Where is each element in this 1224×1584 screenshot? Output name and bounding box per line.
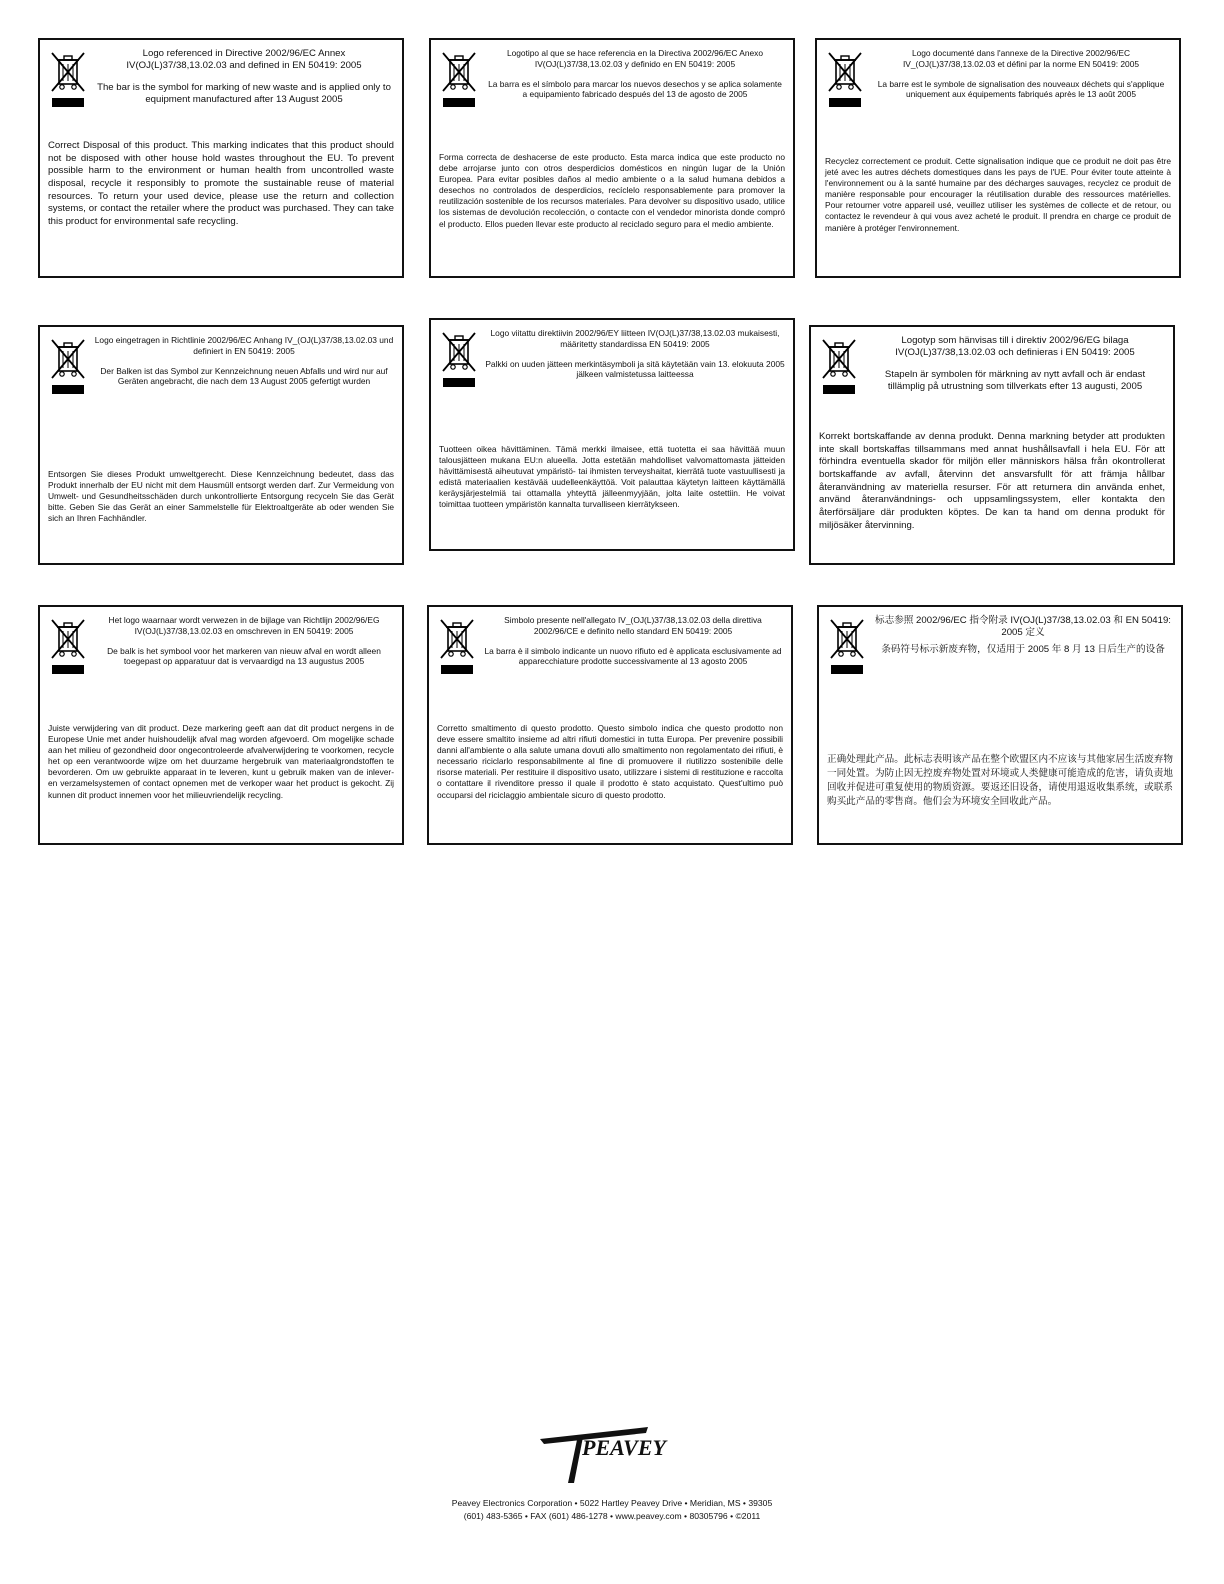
logo-reference: Logo documenté dans l'annexe de la Directive 2002/96/EC IV_(OJ(L)37/38,13.02.03 et défini par la norme EN 50419: 2005 [902, 48, 1140, 69]
disposal-text: Correct Disposal of this product. This marking indicates that this product should not be disposed with other house hold wastes throughout the EU. To prevent possible harm to the environment or human health from uncontrolled waste disposal, recycle it responsibly to promote the sustainable reuse of material resources. To return your used device, please use the return and collection systems, or contact the retailer where the product was purchased. They can take this product for environmental safe recycling. [48, 140, 394, 227]
weee-notice-french [815, 38, 1181, 278]
weee-notice-english [38, 38, 404, 278]
logo-reference: Logo eingetragen in Richtlinie 2002/96/EC Anhang IV_(OJ(L)37/38,13.02.03 und definiert in EN 50419: 2005 [94, 335, 394, 356]
logo-reference: Het logo waarnaar wordt verwezen in de bijlage van Richtlijn 2002/96/EG IV(OJ(L)37/38,13.02.03 en omschreven in EN 50419: 2005 [108, 615, 380, 636]
bar-description: De balk is het symbool voor het markeren van nieuw afval en wordt alleen toegepast op apparatuur dat is vervaardigd na 13 augustus 2005 [107, 645, 381, 667]
crossed-bin-icon [49, 335, 87, 381]
weee-notice-german [38, 325, 404, 565]
company-address: Peavey Electronics Corporation • 5022 Hartley Peavey Drive • Meridian, MS • 39305 [451, 1498, 773, 1508]
crossed-bin-icon [828, 615, 866, 661]
crossed-bin-icon [440, 48, 478, 94]
crossed-bin-icon [49, 48, 87, 94]
logo-wordmark: PEAVEY [582, 1435, 666, 1460]
disposal-text: Tuotteen oikea hävittäminen. Tämä merkki ilmaisee, että tuotetta ei saa hävittää muun talousjätteen mukana EU:n alueella. Jotta estetään mahdolliset valvomattomasta jätteiden hävittämisestä aiheutuvat ympäristö- tai ihmisten terveyshaitat, kierrätä tuote vastuullisesti ja edistä materiaalien kestävää uudelleenkäyttöä. Voit palauttaa käytetyn laitteen käyttämällä keräysjärjestelmiä tai ottamalla yhteyttä jälleenmyyjään, jolta laite ostettiin. He voivat toimittaa tuotteen ympäristön kannalta turvalliseen kierrätykseen. [439, 444, 785, 510]
bar-description: Stapeln är symbolen för märkning av nytt avfall och är endast tillämplig på utrustning som tillverkats efter 13 augusti, 2005 [884, 368, 1146, 392]
bar-description: Der Balken ist das Symbol zur Kennzeichnung neuen Abfalls und wird nur auf Geräten angebracht, die nach dem 13 August 2005 gefertigt wurden [100, 365, 388, 387]
logo-reference: Logo viitattu direktiivin 2002/96/EY liitteen IV(OJ(L)37/38,13.02.03 mukaisesti, määritetty standardissa EN 50419: 2005 [490, 328, 780, 349]
logo-reference: Logotipo al que se hace referencia en la Directiva 2002/96/EC Anexo IV(OJ(L)37/38,13.02.03 y definido en EN 50419: 2005 [506, 48, 764, 69]
bar-description: La barra es el símbolo para marcar los nuevos desechos y se aplica solamente a equipamiento fabricado después del 13 de agosto de 2005 [488, 78, 782, 100]
disposal-text: Forma correcta de deshacerse de este producto. Esta marca indica que este producto no debe arrojarse junto con otros desperdicios domésticos en ningún lugar de la Unión Europea. Para evitar posibles daños al medio ambiente o a la salud humana debidos a desechos no controlados de desperdicios, recíclelo responsablemente para promover la reutilización sostenible de los recursos materiales. Para devolver su dispositivo usado, utilice los sistemas de devolución recolección, o contacte con el vendedor minorista donde compró el producto. Ellos pueden llevar este producto al reciclado seguro para el medio ambiente. [439, 152, 785, 229]
black-bar-symbol [52, 665, 84, 674]
black-bar-symbol [831, 665, 863, 674]
bar-description: La barra è il simbolo indicante un nuovo rifiuto ed è applicata esclusivamente ad apparecchiature prodotte successivamente al 13 agosto 2005 [484, 645, 782, 667]
black-bar-symbol [443, 98, 475, 107]
disposal-text: Recyclez correctement ce produit. Cette signalisation indique que ce produit ne doit pas être jeté avec les autres déchets domestiques dans les pays de l'UE. Pour éviter toute atteinte à l'environnement ou à la santé humaine par des décharges sauvages, recyclez ce produit de manière responsable pour encourager la réutilisation durable des ressources matérielles. Pour retourner votre appareil usé, veuillez utiliser les systèmes de collecte et de retour, ou contactez le revendeur à qui vous avez acheté le produit. Il prendra en charge ce produit de manière à protéger l'environnement. [825, 156, 1171, 233]
disposal-text: 正确处理此产品。此标志表明该产品在整个欧盟区内不应该与其他家居生活废弃物一同处置。为防止因无控废弃物处置对环境或人类健康可能造成的危害，请负责地回收并促进可重复使用的物质资源。要返还旧设备，请使用退返收集系统，或联系购买此产品的零售商。他们会为环境安全回收此产品。 [827, 754, 1173, 807]
logo-reference: Simbolo presente nell'allegato IV_(OJ(L)37/38,13.02.03 della direttiva 2002/96/CE e definito nello standard EN 50419: 2005 [504, 615, 762, 636]
bar-description: 条码符号标示新废弃物，仅适用于 2005 年 8 月 13 日后生产的设备 [881, 643, 1165, 655]
disposal-text: Corretto smaltimento di questo prodotto. Questo simbolo indica che questo prodotto non deve essere smaltito insieme ad altri rifiuti domestici in tutta Europa. Per prevenire possibili danni all'ambiente o alla salute umana dovuti allo smaltimento non regolamentato dei rifiuti, è necessario riciclarlo responsabilmente al fine di promuovere il riutilizzo sostenibile delle risorse materiali. Per restituire il dispositivo usato, utilizzare i sistemi di restituzione e raccolta o contattare il rivenditore presso il quale il prodotto è stato acquistato. Quest'ultimo può occuparsi del riciclaggio ambientale sicuro di questo prodotto. [437, 723, 783, 800]
logo-reference: 标志参照 2002/96/EC 指令附录 IV(OJ(L)37/38,13.02.03 和 EN 50419: 2005 定义 [875, 615, 1171, 639]
crossed-bin-icon [49, 615, 87, 661]
crossed-bin-icon [438, 615, 476, 661]
black-bar-symbol [441, 665, 473, 674]
logo-reference: Logo referenced in Directive 2002/96/EC Annex IV(OJ(L)37/38,13.02.03 and defined in EN 50419: 2005 [126, 48, 362, 72]
weee-notice-swedish [809, 325, 1175, 565]
black-bar-symbol [829, 98, 861, 107]
bar-description: The bar is the symbol for marking of new waste and is applied only to equipment manufactured after 13 August 2005 [97, 81, 391, 105]
disposal-text: Entsorgen Sie dieses Produkt umweltgerecht. Diese Kennzeichnung bedeutet, dass das Produkt innerhalb der EU nicht mit dem Hausmüll entsorgt werden darf. Zur Vermeidung von Umwelt- und Gesundheitsschäden durch unkontrollierte Entsorgung recyceln Sie das Gerät bitte. Geben Sie das Gerät an einer Sammelstelle für Elektroaltgeräte ab oder wenden Sie sich an Ihren Fachhändler. [48, 469, 394, 524]
black-bar-symbol [443, 378, 475, 387]
disposal-text: Korrekt bortskaffande av denna produkt. Denna markning betyder att produkten inte skall bortskaffas tillsammans med annat hushållsavfall i hela EU. För att förhindra eventuella skador för miljön eller människors hälsa från okontrollerat bortskaffande av avfall, återvinn det ansvarsfullt för att främja hållbar återanvändning av materiella resurser. För att returnera din använda enhet, använd återanvändnings- och uppsamlingssystem, eller kontakta den återförsäljare där produkten köptes. De kan ta hand om denna produkt för miljösäker återvinning. [819, 431, 1165, 531]
logo-reference: Logotyp som hänvisas till i direktiv 2002/96/EG bilaga IV(OJ(L)37/38,13.02.03 och definieras i EN 50419: 2005 [895, 335, 1135, 359]
crossed-bin-icon [440, 328, 478, 374]
weee-notice-italian [427, 605, 793, 845]
bar-description: Palkki on uuden jätteen merkintäsymboli ja sitä käytetään vain 13. elokuuta 2005 jälkeen valmistetussa laitteessa [485, 358, 785, 380]
crossed-bin-icon [826, 48, 864, 94]
black-bar-symbol [52, 385, 84, 394]
black-bar-symbol [823, 385, 855, 394]
weee-notice-chinese [817, 605, 1183, 845]
disposal-text: Juiste verwijdering van dit product. Deze markering geeft aan dat dit product nergens in de Europese Unie met ander huishoudelijk afval mag worden afgevoerd. Om mogelijke schade aan het milieu of gezondheid door ongecontroleerde afvalverwijdering te voorkomen, recycle het op een verantwoorde wijze om het duurzame hergebruik van materiaalgrondstoffen te bevorderen. Om uw gebruikte apparaat in te leveren, kunt u gebruik maken van de inlever- en verzamelsystemen of contact opnemen met de verkoper waar het product is gekocht. Zij kunnen dit product innemen voor het milieuvriendelijk recycling. [48, 723, 394, 800]
weee-notice-dutch [38, 605, 404, 845]
bar-description: La barre est le symbole de signalisation des nouveaux déchets qui s'applique uniquement aux équipements fabriqués après le 13 août 2005 [877, 78, 1165, 100]
crossed-bin-icon [820, 335, 858, 381]
peavey-logo [538, 1425, 666, 1485]
company-contact: (601) 483-5365 • FAX (601) 486-1278 • www.peavey.com • 80305796 • ©2011 [463, 1511, 761, 1521]
weee-notice-finnish [429, 318, 795, 551]
weee-notice-spanish [429, 38, 795, 278]
black-bar-symbol [52, 98, 84, 107]
